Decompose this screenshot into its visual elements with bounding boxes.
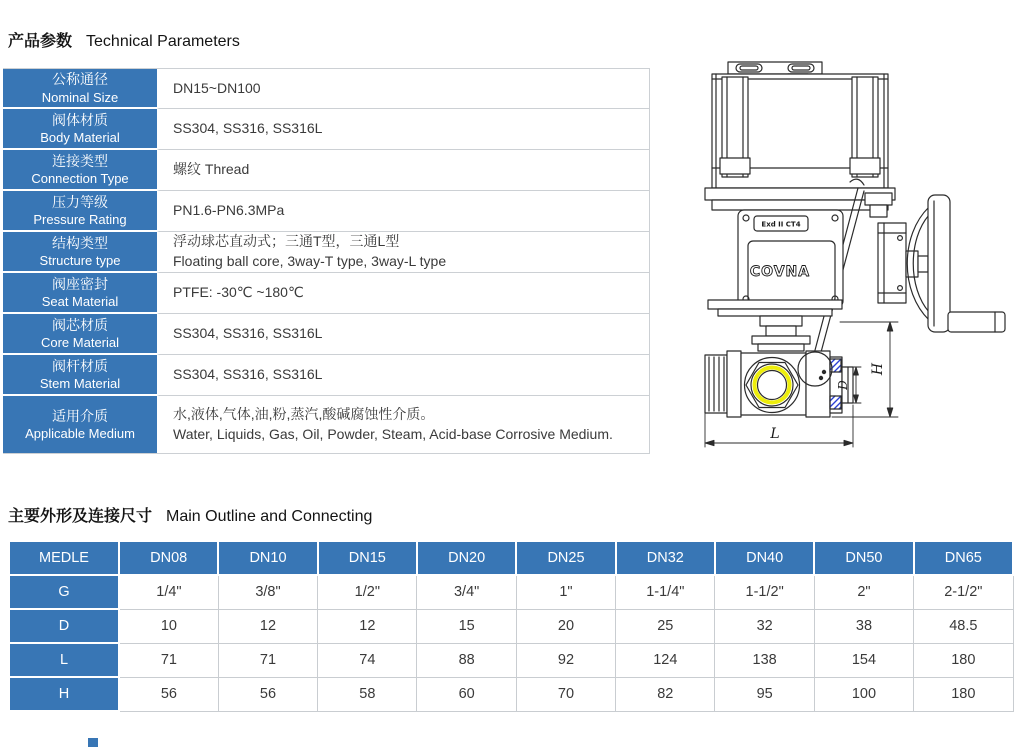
table-row [3,150,650,191]
row-value [157,191,650,232]
row-header-en: Applicable Medium [25,426,135,442]
row-header-en: Stem Material [39,376,121,392]
value-line: SS304, SS316, SS316L [173,325,323,342]
brand-label: COVNA [749,264,811,280]
title-cn: 产品参数 [8,33,73,50]
table-row-g [9,575,1013,609]
table-cell: 71 [218,643,317,677]
table-cell: 138 [715,643,814,677]
table-row [3,314,650,355]
column-header: DN50 [814,541,913,575]
table-cell: 100 [814,677,913,711]
table-cell: 2-1/2" [914,575,1013,609]
value-line: PN1.6-PN6.3MPa [173,202,285,219]
table-row-l [9,643,1013,677]
table-cell: 12 [318,609,417,643]
row-header-cn: 阀杆材质 [52,357,108,374]
table-cell: 56 [218,677,317,711]
table-cell: 88 [417,643,516,677]
row-value [157,355,650,396]
header-row [9,541,1013,575]
table-cell: 82 [616,677,715,711]
table-cell: 71 [119,643,218,677]
table-cell: 3/8" [218,575,317,609]
section-title-technical-parameters [8,28,240,51]
value-line: PTFE: -30℃ ~180℃ [173,284,304,301]
table-cell: 60 [417,677,516,711]
table-cell: 56 [119,677,218,711]
dim-label-l: L [770,426,780,442]
row-header [3,273,157,314]
dimensions-table [8,540,1014,712]
cert-label: Exd II CT4 [761,220,801,229]
row-header-en: Body Material [40,130,120,146]
table-cell: 25 [616,609,715,643]
table-cell: 10 [119,609,218,643]
table-cell: 38 [814,609,913,643]
value-line: 浮动球芯直动式；三通T型，三通L型 [173,233,400,250]
row-header-cn: 公称通径 [52,71,108,88]
row-header [3,396,157,453]
column-header: DN10 [218,541,317,575]
table-row [3,191,650,232]
title-en: Main Outline and Connecting [166,508,373,525]
table-cell: 1" [516,575,615,609]
table-cell: 1-1/4" [616,575,715,609]
row-header-en: Connection Type [31,171,129,187]
table-row-h [9,677,1013,711]
table-cell: 12 [218,609,317,643]
row-header-cn: 阀座密封 [52,275,108,292]
dim-label-d: D [836,380,850,390]
value-line: 螺纹 Thread [173,161,250,178]
row-label: L [9,643,119,677]
value-line: DN15~DN100 [173,79,261,96]
table-cell: 92 [516,643,615,677]
table-cell: 124 [616,643,715,677]
row-header-cn: 阀体材质 [52,111,108,128]
row-header [3,150,157,191]
table-cell: 20 [516,609,615,643]
row-header-en: Core Material [40,335,120,351]
table-row-d [9,609,1013,643]
page-corner-mark [88,738,98,747]
row-header-en: Seat Material [41,294,119,310]
row-label: G [9,575,119,609]
row-value [157,273,650,314]
table-cell: 180 [914,643,1013,677]
row-header-cn: 阀芯材质 [52,316,108,333]
row-header-cn: 压力等级 [52,193,108,210]
table-row [3,109,650,150]
technical-parameters-table [3,68,650,454]
table-cell: 95 [715,677,814,711]
column-header: DN25 [516,541,615,575]
row-header [3,232,157,273]
row-value [157,232,650,273]
handwheel-handle [948,312,1005,332]
table-cell: 32 [715,609,814,643]
gearbox [878,223,906,303]
row-header [3,109,157,150]
value-line: SS304, SS316, SS316L [173,120,323,137]
table-row [3,355,650,396]
table-row [3,69,650,109]
row-header-en: Nominal Size [41,89,119,105]
value-line-2: Floating ball core, 3way-T type, 3way-L type [173,253,447,269]
row-header-cn: 连接类型 [52,152,108,169]
column-header: DN08 [119,541,218,575]
row-label: D [9,609,119,643]
row-header-cn: 结构类型 [52,234,108,251]
row-value [157,150,650,191]
table-cell: 1-1/2" [715,575,814,609]
value-line: 水,液体,气体,油,粉,蒸汽,酸碱腐蚀性介质。 [173,405,435,422]
row-value [157,69,650,109]
table-row [3,232,650,273]
title-cn: 主要外形及连接尺寸 [8,508,153,525]
table-cell: 1/4" [119,575,218,609]
row-header [3,314,157,355]
valve-actuator-technical-drawing [690,55,1020,460]
table-cell: 154 [814,643,913,677]
title-en: Technical Parameters [86,33,240,50]
row-value [157,396,650,453]
table-cell: 15 [417,609,516,643]
row-header-cn: 适用介质 [52,407,108,424]
table-cell: 58 [318,677,417,711]
column-header: DN15 [318,541,417,575]
row-header-en: Pressure Rating [33,212,127,228]
row-label: H [9,677,119,711]
table-row [3,396,650,453]
section-title-main-outline [8,503,372,526]
table-cell: 3/4" [417,575,516,609]
table-cell: 70 [516,677,615,711]
row-value [157,314,650,355]
table-cell: 180 [914,677,1013,711]
row-header [3,69,157,109]
column-header: MEDLE [9,541,119,575]
column-header: DN20 [417,541,516,575]
value-line: SS304, SS316, SS316L [173,366,323,383]
column-header: DN32 [616,541,715,575]
column-header: DN65 [914,541,1013,575]
row-header [3,191,157,232]
row-header [3,355,157,396]
table-cell: 2" [814,575,913,609]
table-cell: 74 [318,643,417,677]
table-row [3,273,650,314]
dim-label-h: H [870,362,886,376]
value-line-2: Water, Liquids, Gas, Oil, Powder, Steam, Acid-base Corrosive Medium. [173,425,613,442]
column-header: DN40 [715,541,814,575]
row-header-en: Structure type [39,253,121,269]
table-cell: 1/2" [318,575,417,609]
row-value [157,109,650,150]
table-cell: 48.5 [914,609,1013,643]
handwheel [928,195,950,332]
